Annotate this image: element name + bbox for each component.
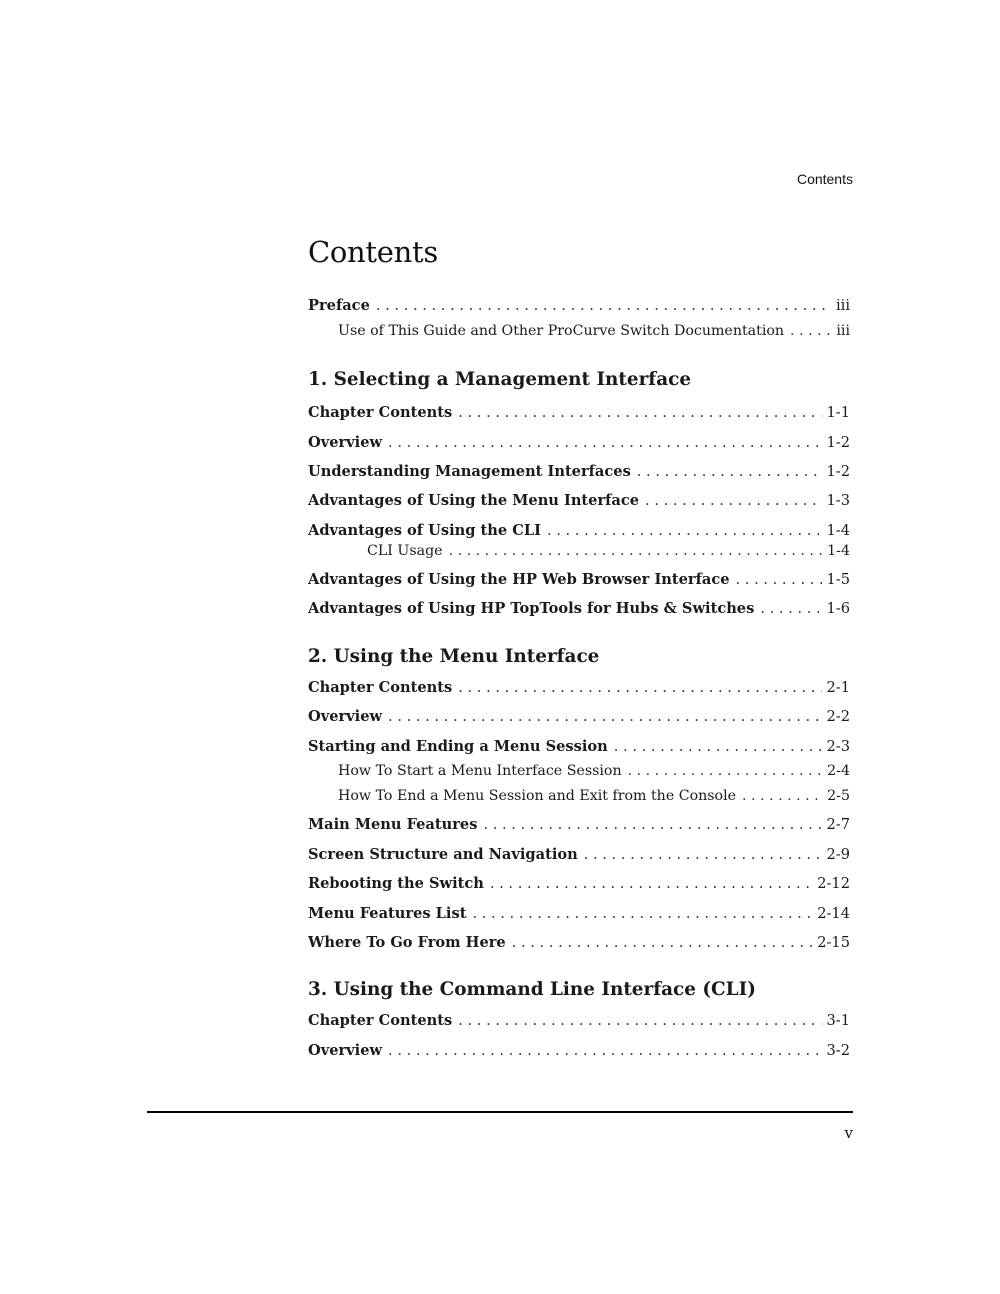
- toc-dot-leader: [388, 1040, 822, 1062]
- toc-entry[interactable]: [308, 295, 850, 317]
- toc-entry-title: How To End a Menu Session and Exit from the Console: [338, 788, 737, 804]
- page-title: Contents: [308, 235, 438, 269]
- toc-entry-page: 1-2: [826, 463, 850, 480]
- toc-entry-page: 2-14: [817, 905, 850, 922]
- toc-entry-page: 3-1: [826, 1012, 850, 1029]
- toc-entry-title: Where To Go From Here: [308, 934, 506, 951]
- toc-dot-leader: [736, 569, 823, 591]
- toc-entry-title: How To Start a Menu Interface Session: [338, 763, 622, 779]
- toc-dot-leader: [790, 320, 832, 342]
- toc-dot-leader: [547, 520, 823, 542]
- toc-dot-leader: [458, 402, 822, 424]
- toc-entry-title: Advantages of Using the Menu Interface: [308, 492, 640, 509]
- toc-entry[interactable]: [308, 814, 850, 836]
- toc-entry[interactable]: [308, 402, 850, 424]
- toc-entry[interactable]: [308, 1040, 850, 1062]
- toc-entry-title: Overview: [308, 1042, 383, 1059]
- toc-entry-page: 2-3: [826, 738, 850, 755]
- toc-entry-page: 3-2: [826, 1042, 850, 1059]
- toc-entry[interactable]: [308, 706, 850, 728]
- toc-entry-page: 1-1: [826, 404, 850, 421]
- toc-entry-page: iii: [835, 297, 850, 314]
- toc-entry-page: iii: [836, 323, 850, 339]
- toc-entry-title: Chapter Contents: [308, 679, 453, 696]
- toc-entry-title: Advantages of Using HP TopTools for Hubs & Switches: [308, 600, 755, 617]
- toc-dot-leader: [637, 461, 823, 483]
- toc-entry-page: 2-4: [827, 763, 850, 779]
- toc-entry-title: Preface: [308, 297, 370, 314]
- toc-entry[interactable]: [338, 320, 850, 342]
- toc-dot-leader: [449, 540, 824, 562]
- toc-entry[interactable]: [308, 520, 850, 542]
- toc-chapter-heading: 1. Selecting a Management Interface: [308, 369, 692, 390]
- toc-entry-title: Main Menu Features: [308, 816, 478, 833]
- toc-entry[interactable]: [338, 785, 850, 807]
- toc-chapter-heading: 3. Using the Command Line Interface (CLI): [308, 979, 756, 1000]
- toc-entry-page: 2-7: [826, 816, 850, 833]
- toc-entry[interactable]: [308, 490, 850, 512]
- toc-entry-page: 1-4: [826, 522, 850, 539]
- toc-dot-leader: [388, 706, 822, 728]
- toc-dot-leader: [512, 932, 813, 954]
- footer-rule: [147, 1111, 853, 1113]
- toc-dot-leader: [614, 736, 823, 758]
- toc-entry-page: 1-4: [827, 543, 850, 559]
- toc-entry[interactable]: [308, 932, 850, 954]
- page-number: v: [844, 1124, 853, 1142]
- toc-entry-page: 2-2: [826, 708, 850, 725]
- toc-entry-title: CLI Usage: [367, 543, 443, 559]
- toc-dot-leader: [483, 814, 822, 836]
- toc-entry-page: 2-12: [817, 875, 850, 892]
- toc-dot-leader: [760, 598, 822, 620]
- toc-entry-title: Advantages of Using the HP Web Browser Interface: [308, 571, 730, 588]
- toc-entry[interactable]: [308, 736, 850, 758]
- toc-entry-title: Overview: [308, 708, 383, 725]
- toc-entry-title: Overview: [308, 434, 383, 451]
- toc-entry-page: 1-5: [826, 571, 850, 588]
- toc-chapter-heading: 2. Using the Menu Interface: [308, 646, 600, 667]
- toc-entry[interactable]: [308, 677, 850, 699]
- toc-entry-title: Starting and Ending a Menu Session: [308, 738, 608, 755]
- toc-entry[interactable]: [308, 569, 850, 591]
- toc-entry[interactable]: [308, 1010, 850, 1032]
- toc-dot-leader: [472, 903, 813, 925]
- toc-entry-page: 1-2: [826, 434, 850, 451]
- toc-entry-title: Advantages of Using the CLI: [308, 522, 541, 539]
- toc-dot-leader: [458, 677, 822, 699]
- toc-entry-page: 2-15: [817, 934, 850, 951]
- toc-entry[interactable]: [308, 432, 850, 454]
- toc-entry-title: Screen Structure and Navigation: [308, 846, 578, 863]
- toc-entry[interactable]: [308, 873, 850, 895]
- toc-entry-title: Use of This Guide and Other ProCurve Switch Documentation: [338, 323, 785, 339]
- toc-entry[interactable]: [308, 461, 850, 483]
- toc-dot-leader: [742, 785, 823, 807]
- toc-entry-title: Chapter Contents: [308, 404, 453, 421]
- toc-dot-leader: [628, 760, 824, 782]
- toc-entry-page: 1-3: [826, 492, 850, 509]
- toc-entry-page: 2-9: [826, 846, 850, 863]
- toc-entry-title: Rebooting the Switch: [308, 875, 484, 892]
- toc-entry-title: Chapter Contents: [308, 1012, 453, 1029]
- toc-dot-leader: [584, 844, 823, 866]
- toc-entry-page: 2-1: [826, 679, 850, 696]
- toc-entry[interactable]: [338, 760, 850, 782]
- toc-entry-page: 2-5: [827, 788, 850, 804]
- toc-dot-leader: [645, 490, 822, 512]
- toc-entry[interactable]: [308, 844, 850, 866]
- toc-dot-leader: [490, 873, 813, 895]
- toc-entry-title: Menu Features List: [308, 905, 467, 922]
- toc-entry[interactable]: [367, 540, 850, 562]
- toc-entry-title: Understanding Management Interfaces: [308, 463, 631, 480]
- toc-entry-page: 1-6: [826, 600, 850, 617]
- toc-dot-leader: [376, 295, 832, 317]
- toc-entry[interactable]: [308, 598, 850, 620]
- toc-dot-leader: [388, 432, 822, 454]
- toc-entry[interactable]: [308, 903, 850, 925]
- running-head: Contents: [796, 171, 853, 187]
- toc-dot-leader: [458, 1010, 822, 1032]
